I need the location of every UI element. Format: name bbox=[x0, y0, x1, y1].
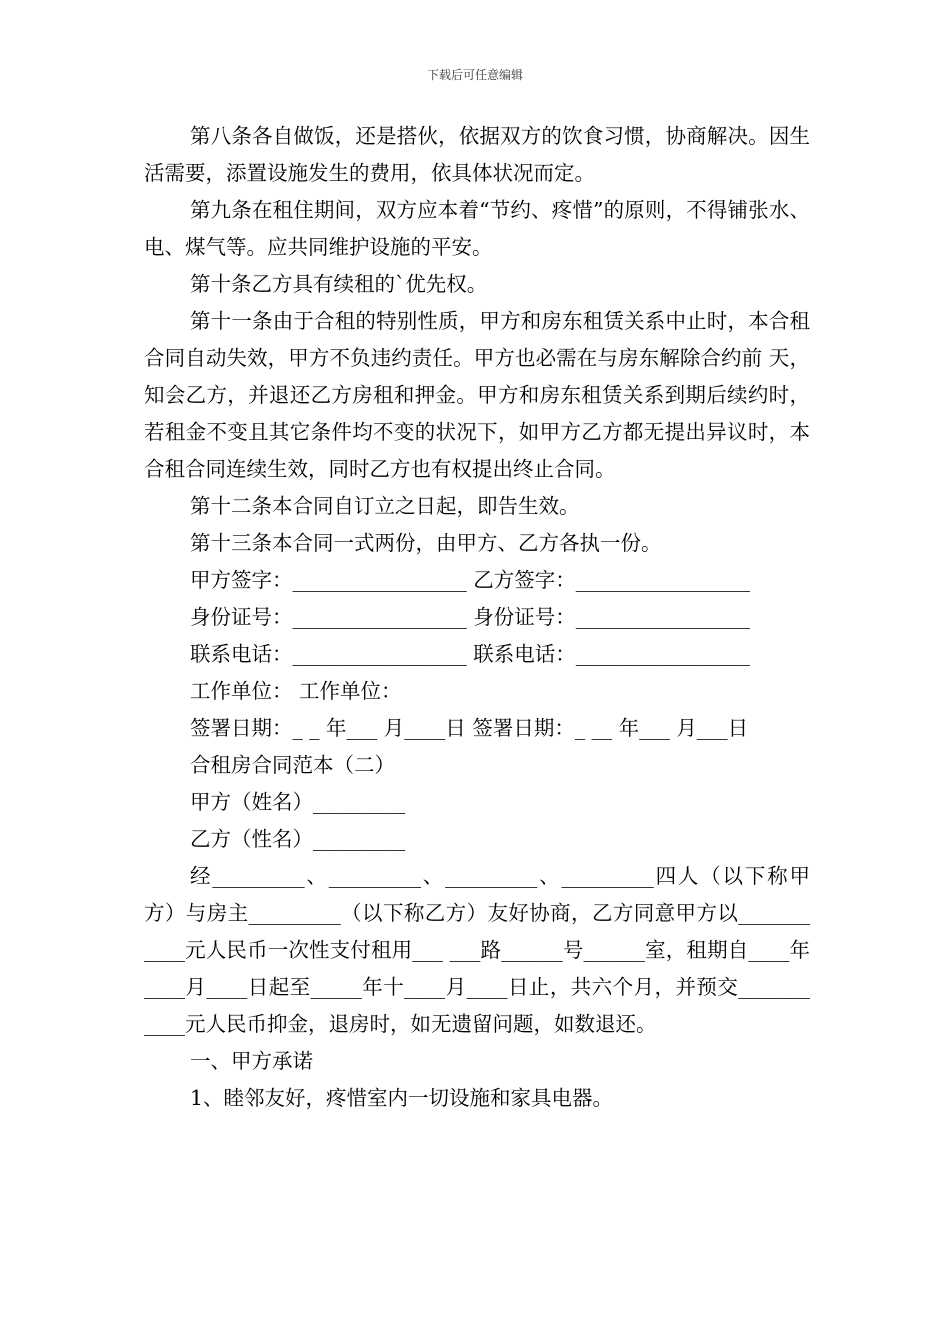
article-12: 第十二条本合同自订立之日起，即告生效。 bbox=[190, 494, 580, 518]
sign-date-line: 签署日期：_ _ 年___ 月____日 签署日期：_ __ 年___ 月___日 bbox=[190, 716, 749, 740]
party-a-line: 甲方（姓名）_________ bbox=[190, 790, 406, 814]
section-heading: 一、甲方承诺 bbox=[190, 1049, 313, 1073]
sample-title: 合租房合同范本（二） bbox=[190, 753, 395, 777]
header-note: 下载后可任意编辑 bbox=[426, 68, 523, 82]
signature-line: 甲方签字：_________________ 乙方签字：_________________ bbox=[190, 568, 751, 592]
id-number-line: 身份证号：_________________ 身份证号：_________________ bbox=[190, 605, 751, 629]
party-b-line: 乙方（性名）_________ bbox=[190, 827, 406, 851]
article-11: 第十一条由于合租的特别性质，甲方和房东租赁关系中止时，本合租合同自动失效，甲方不负违约责任。甲方也必需在与房东解除合约前 天，知会乙方，并退还乙方房租和押金。甲方和房东租赁关系到期后续约时，若租金不变且其它条件均不变的状况下，如甲方乙方都无提出异议时，本合租合同连续生效，同时乙方也有权提出终止合同。 bbox=[144, 309, 810, 481]
work-unit-line: 工作单位： 工作单位： bbox=[190, 679, 402, 703]
contract-body bbox=[144, 118, 810, 1117]
article-13: 第十三条本合同一式两份，由甲方、乙方各执一份。 bbox=[190, 531, 662, 555]
article-9: 第九条在租住期间，双方应本着“节约、疼惜”的原则，不得铺张水、电、煤气等。应共同维护设施的平安。 bbox=[144, 198, 810, 259]
intro-paragraph: 经_________、_________、_________、_________四人（以下称甲方）与房主_________（以下称乙方）友好协商，乙方同意甲方以___________元人民币一次性支付租用___ ___路______号______室，租期自____年____月____日起至_____年十____月____日止，共六个月，并预交___________元人民币抑金，退房时，如无遗留问题，如数退还。 bbox=[144, 864, 810, 1036]
phone-line: 联系电话：_________________ 联系电话：_________________ bbox=[190, 642, 751, 666]
list-item: 1、睦邻友好，疼惜室内一切设施和家具电器。 bbox=[190, 1086, 614, 1110]
article-8: 第八条各自做饭，还是搭伙，依据双方的饮食习惯，协商解决。因生活需要，添置设施发生的费用，依具体状况而定。 bbox=[144, 124, 810, 185]
article-10: 第十条乙方具有续租的`优先权。 bbox=[190, 272, 488, 296]
